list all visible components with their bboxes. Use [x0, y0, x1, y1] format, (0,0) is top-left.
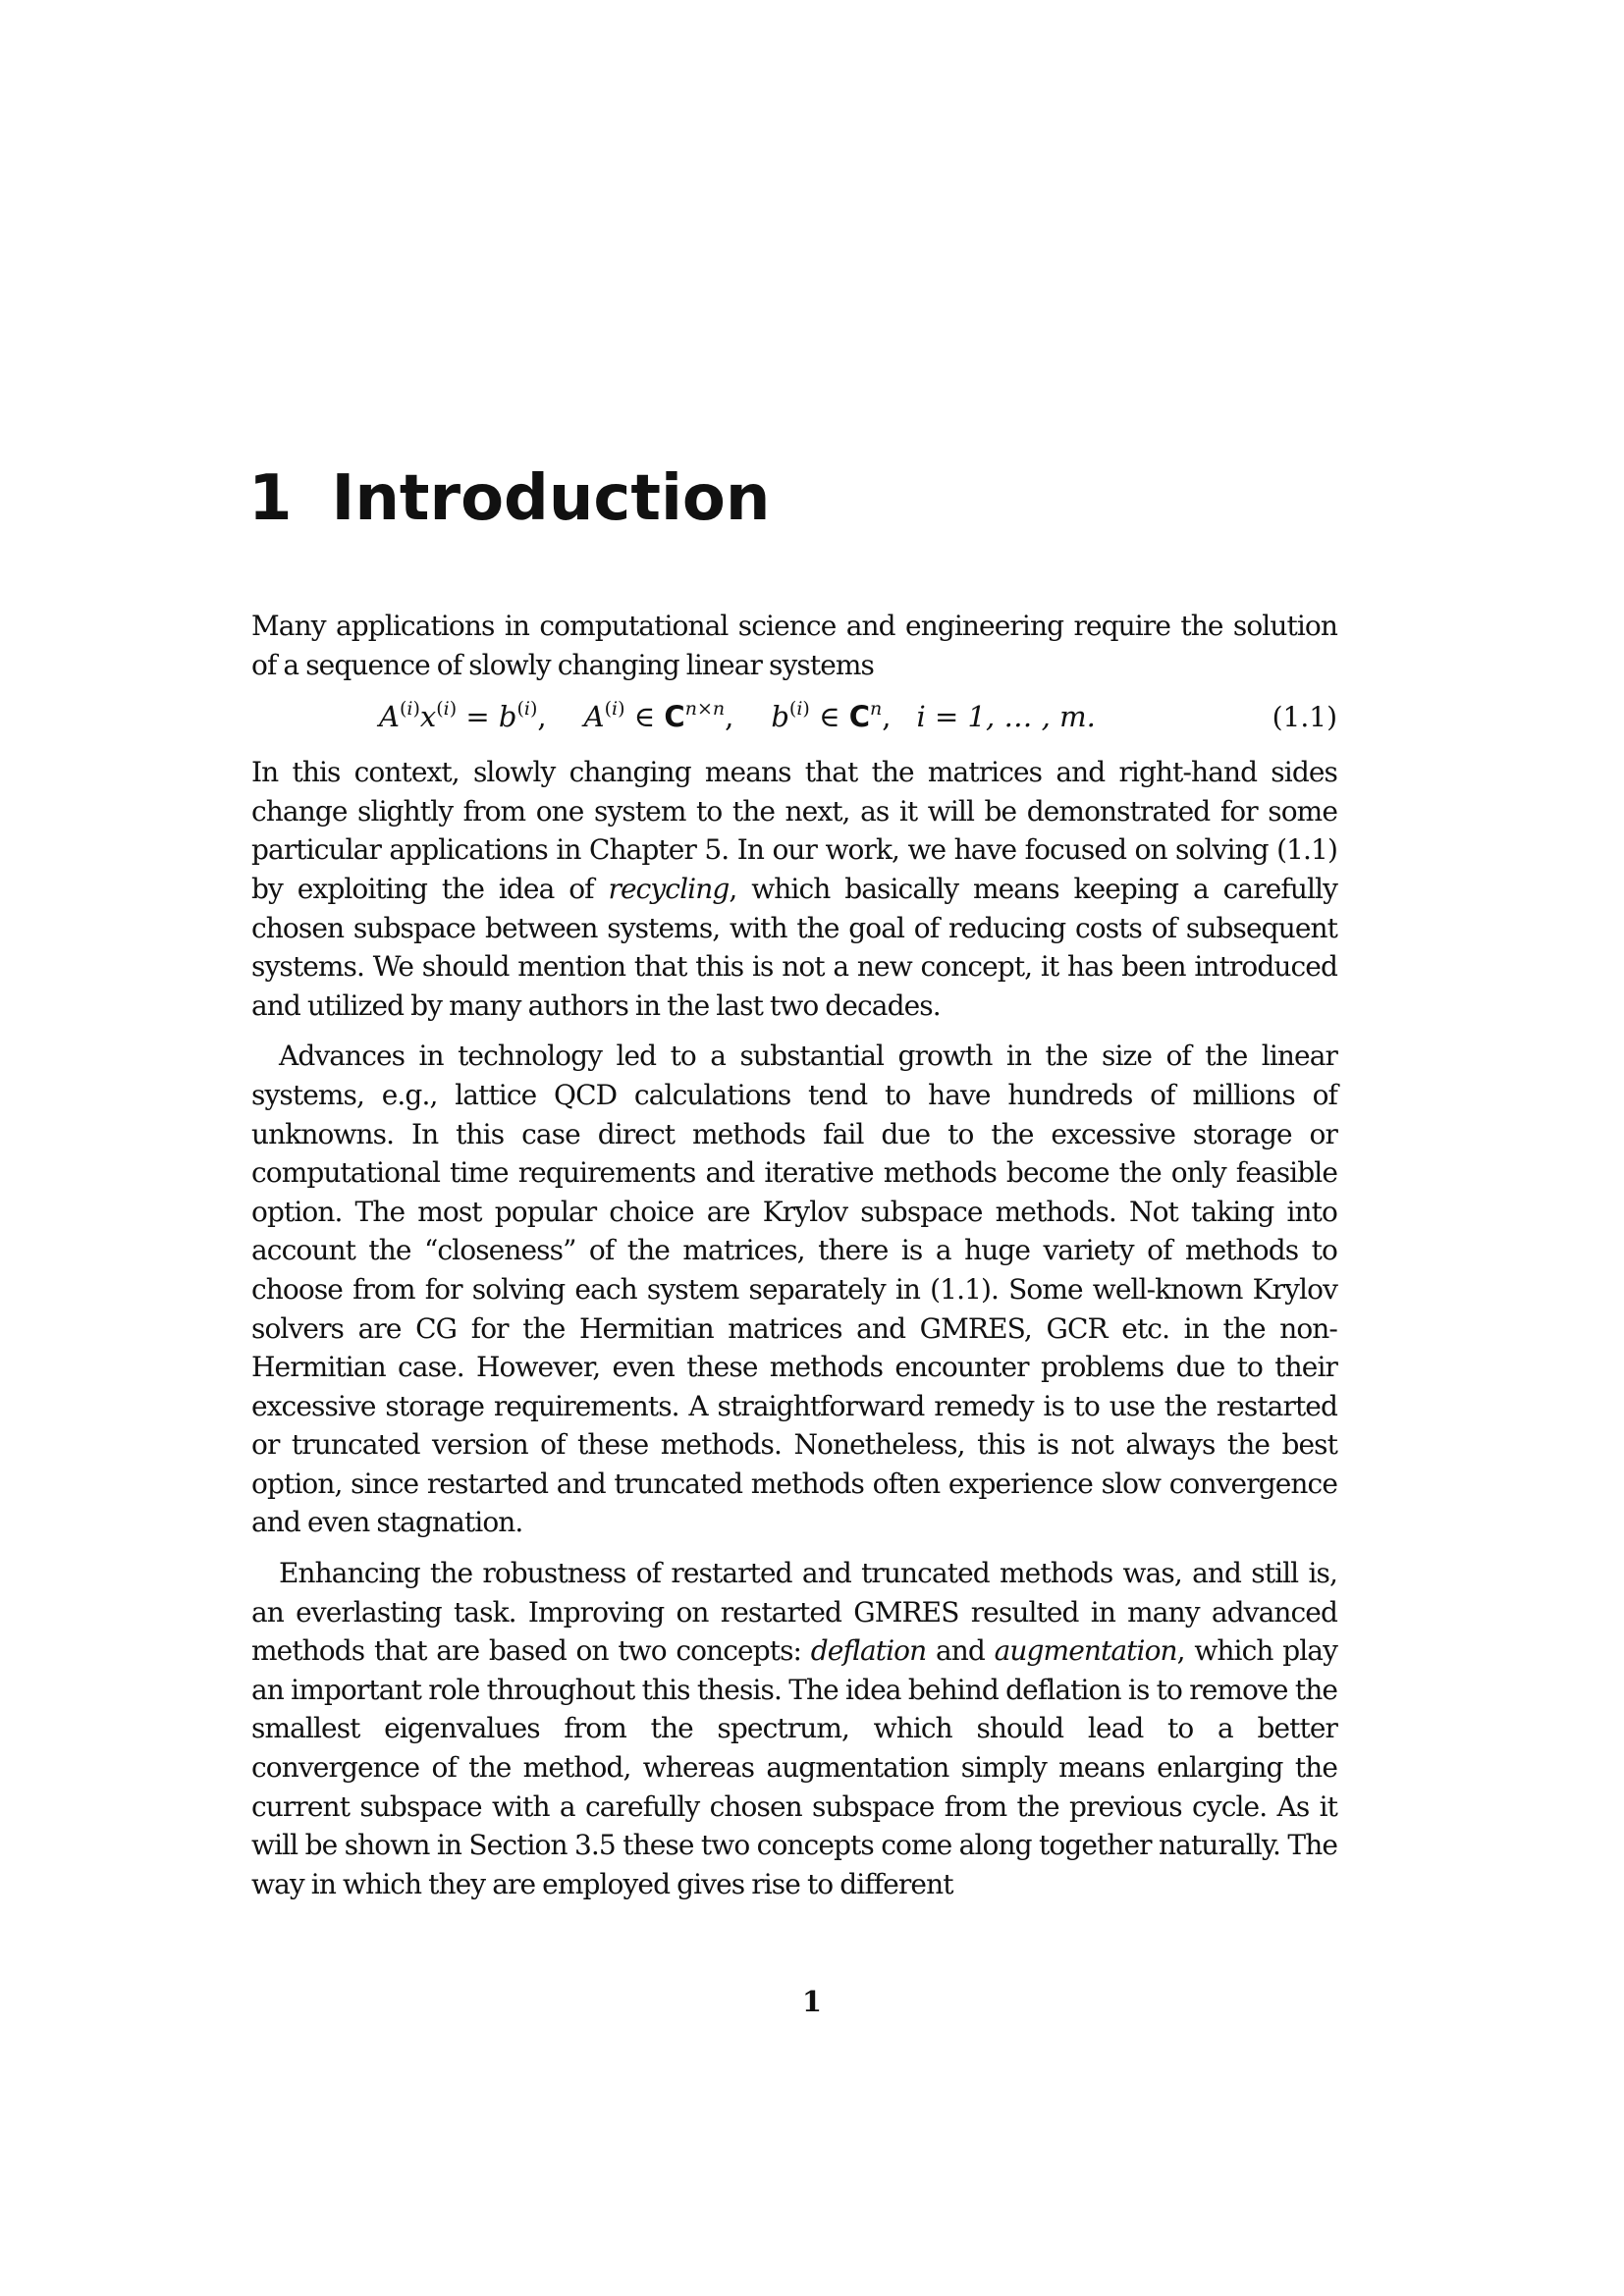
paragraph-1-text: Many applications in computational science and engineering require the solution of a sequence of slowly changing linear systems [251, 610, 1337, 681]
page-number: 1 [801, 1985, 823, 2018]
equation-math: $A^{(i)}x^{(i)} = b^{(i)}$, $A^{(i)}$ ∈ $C^{n\times n}$, $b^{(i)}$ ∈ $C^n$, i = 1, … , m. [379, 698, 1096, 734]
equation-index-range: i = 1, … , m. [916, 700, 1096, 734]
chapter-heading [248, 459, 1328, 538]
body-text [251, 607, 1337, 1903]
paragraph-4: Enhancing the robustness of restarted and truncated methods was, and still is, an everlasting task. Improving on restarted GMRES resulted in many advanced methods that are based on two concepts: deflation and augmentation, which play an important role throughout this thesis. The idea behind deflation is to remove the smallest eigenvalues from the spectrum, which should lead to a better convergence of the method, whereas augmentation simply means enlarging the current subspace with a carefully chosen subspace from the previous cycle. As it will be shown in Section 3.5 these two concepts come along together naturally. The way in which they are employed gives rise to different [251, 1557, 1337, 1900]
equation-1-1 [251, 692, 1337, 749]
paragraph-3: Advances in technology led to a substantial growth in the size of the linear systems, e.g., lattice QCD calculations tend to have hundreds of millions of unknowns. In this case direct methods fail due to the excessive storage or computational time requirements and iterative methods become the only feasible option. The most popular choice are Krylov subspace methods. Not taking into account the “closeness” of the matrices, there is a huge variety of methods to choose from for solving each system separately in (1.1). Some well-known Krylov solvers are CG for the Hermitian matrices and GMRES, GCR etc. in the non-Hermitian case. However, even these methods encounter problems due to their excessive storage requirements. A straightforward remedy is to use the restarted or truncated version of these methods. Nonetheless, this is not always the best option, since restarted and truncated methods often experience slow convergence and even stagnation. [251, 1040, 1337, 1539]
chapter-title: Introduction [331, 462, 771, 535]
emphasis-recycling: recycling [608, 872, 730, 905]
paragraph-2: In this context, slowly changing means that the matrices and right-hand sides change slightly from one system to the next, as it will be demonstrated for some particular applications in Chapter 5. In our work, we have focused on solving (1.1) by exploiting the idea of recycling, which basically means keeping a carefully chosen subspace between systems, with the goal of reducing costs of subsequent systems. We should mention that this is not a new concept, it has been introduced and utilized by many authors in the last two decades. [251, 756, 1337, 1022]
equation-number: (1.1) [1272, 701, 1337, 734]
emphasis-deflation: deflation [810, 1634, 927, 1668]
paragraph-1 [251, 607, 1337, 684]
emphasis-augmentation: augmentation [994, 1634, 1177, 1668]
chapter-number: 1 [248, 462, 293, 535]
